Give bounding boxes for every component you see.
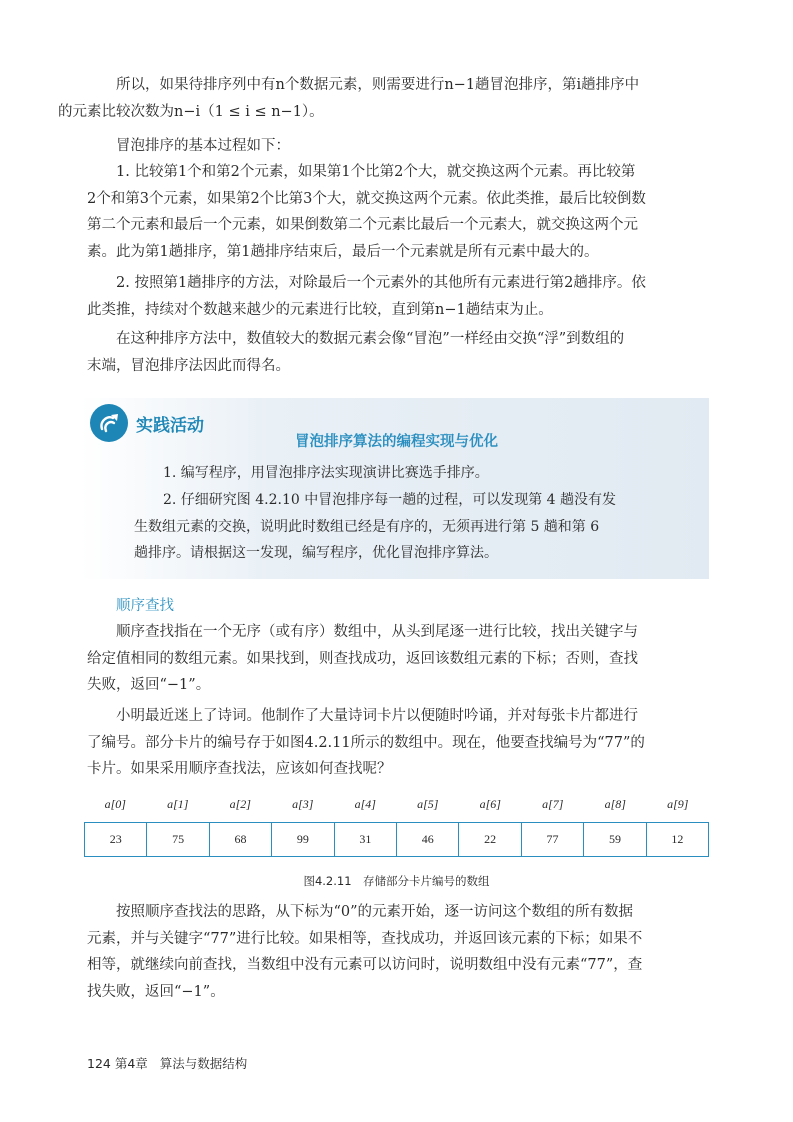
text-line: 了编号。部分卡片的编号存于如图4.2.11所示的数组中。现在，他要查找编号为“77”的: [87, 734, 645, 751]
array-value-row: [84, 822, 709, 857]
text-line: 找失败，返回“−1”。: [87, 983, 225, 1000]
text-line: 2. 仔细研究图 4.2.10 中冒泡排序每一趟的过程，可以发现第 4 趟没有发: [163, 492, 617, 508]
text-line: 失败，返回“−1”。: [87, 677, 211, 693]
array-index: a[3]: [292, 797, 314, 811]
array-cell: 23: [85, 823, 147, 856]
text-line: 素。此为第1趟排序，第1趟排序结束后，最后一个元素就是所有元素中最大的。: [87, 243, 599, 260]
array-index-row: [84, 797, 709, 817]
text-line: 1. 编写程序，用冒泡排序法实现演讲比赛选手排序。: [163, 465, 489, 481]
text-line: 相等，就继续向前查找，当数组中没有元素可以访问时，说明数组中没有元素“77”，查: [87, 957, 643, 973]
array-index: a[9]: [667, 797, 689, 811]
activity-title: 实践活动: [136, 416, 204, 436]
array-index: a[5]: [417, 797, 439, 811]
array-cell: 31: [335, 823, 397, 856]
chapter-number: 第4章: [114, 1056, 148, 1071]
text-line: 2个和第3个元素，如果第2个比第3个大，就交换这两个元素。依此类推，最后比较倒数: [87, 190, 646, 207]
text-line: 在这种排序方法中，数值较大的数据元素会像“冒泡”一样经由交换“浮”到数组的: [116, 331, 625, 347]
paragraph-step-1: [87, 159, 709, 265]
array-index: a[7]: [542, 797, 564, 811]
paragraph-process-intro: [87, 133, 709, 160]
paragraph-poem-cards: [87, 703, 709, 783]
array-index: a[0]: [104, 797, 126, 811]
activity-item-2: [134, 487, 694, 567]
page-number: 124: [87, 1056, 111, 1071]
text-line: 给定值相同的数组元素。如果找到，则查找成功，返回该数组元素的下标；否则，查找: [87, 650, 638, 667]
paragraph-search-procedure: [87, 899, 709, 1005]
array-cell: 68: [210, 823, 272, 856]
text-line: 趟排序。请根据这一发现，编写程序，优化冒泡排序算法。: [134, 545, 498, 561]
array-cell: 22: [459, 823, 521, 856]
text-line: 所以，如果待排序列中有n个数据元素，则需要进行n−1趟冒泡排序，第i趟排序中: [116, 77, 640, 93]
array-figure: [84, 797, 709, 857]
text-line: 元素，并与关键字“77”进行比较。如果相等，查找成功，并返回该元素的下标；如果不: [87, 930, 643, 947]
text-line: 卡片。如果采用顺序查找法，应该如何查找呢？: [87, 761, 392, 777]
array-index: a[8]: [604, 797, 626, 811]
text-line: 2. 按照第1趟排序的方法，对除最后一个元素外的其他所有元素进行第2趟排序。依: [116, 275, 646, 291]
paragraph-sequential-search: [87, 619, 709, 699]
text-line: 末端，冒泡排序法因此而得名。: [87, 357, 290, 374]
chapter-title: 算法与数据结构: [159, 1056, 248, 1071]
text-line: 生数组元素的交换，说明此时数组已经是有序的，无须再进行第 5 趟和第 6: [134, 518, 600, 535]
text-line: 1. 比较第1个和第2个元素，如果第1个比第2个大，就交换这两个元素。再比较第: [116, 164, 636, 180]
array-cell: 46: [397, 823, 459, 856]
array-index: a[2]: [229, 797, 251, 811]
text-line: 按照顺序查找法的思路，从下标为“0”的元素开始，逐一访问这个数组的所有数据: [116, 904, 634, 920]
figure-caption: 图4.2.11 存储部分卡片编号的数组: [303, 874, 490, 888]
text-line: 冒泡排序的基本过程如下：: [116, 138, 290, 154]
text-line: 的元素比较次数为n−i（1 ≤ i ≤ n−1）。: [58, 103, 324, 120]
paragraph-intro: [58, 72, 709, 125]
array-cell: 77: [522, 823, 584, 856]
paragraph-name-origin: [87, 326, 709, 379]
activity-subtitle: 冒泡排序算法的编程实现与优化: [295, 434, 498, 450]
text-line: 小明最近迷上了诗词。他制作了大量诗词卡片以便随时吟诵，并对每张卡片都进行: [116, 708, 638, 724]
array-cell: 59: [584, 823, 646, 856]
array-index: a[6]: [479, 797, 501, 811]
page-footer: [87, 1054, 247, 1072]
activity-item-1: [163, 460, 723, 487]
array-index: a[1]: [167, 797, 189, 811]
text-line: 顺序查找指在一个无序（或有序）数组中，从头到尾逐一进行比较，找出关键字与: [116, 624, 638, 640]
text-line: 此类推，持续对个数越来越少的元素进行比较，直到第n−1趟结束为止。: [87, 301, 553, 318]
array-cell: 12: [671, 832, 684, 846]
array-cell: 75: [147, 823, 209, 856]
paragraph-step-2: [87, 270, 709, 323]
array-index: a[4]: [354, 797, 376, 811]
text-line: 第二个元素和最后一个元素，如果倒数第二个元素比最后一个元素大，就交换这两个元: [87, 217, 638, 233]
section-heading: 顺序查找: [116, 598, 174, 614]
array-cell: 99: [272, 823, 334, 856]
